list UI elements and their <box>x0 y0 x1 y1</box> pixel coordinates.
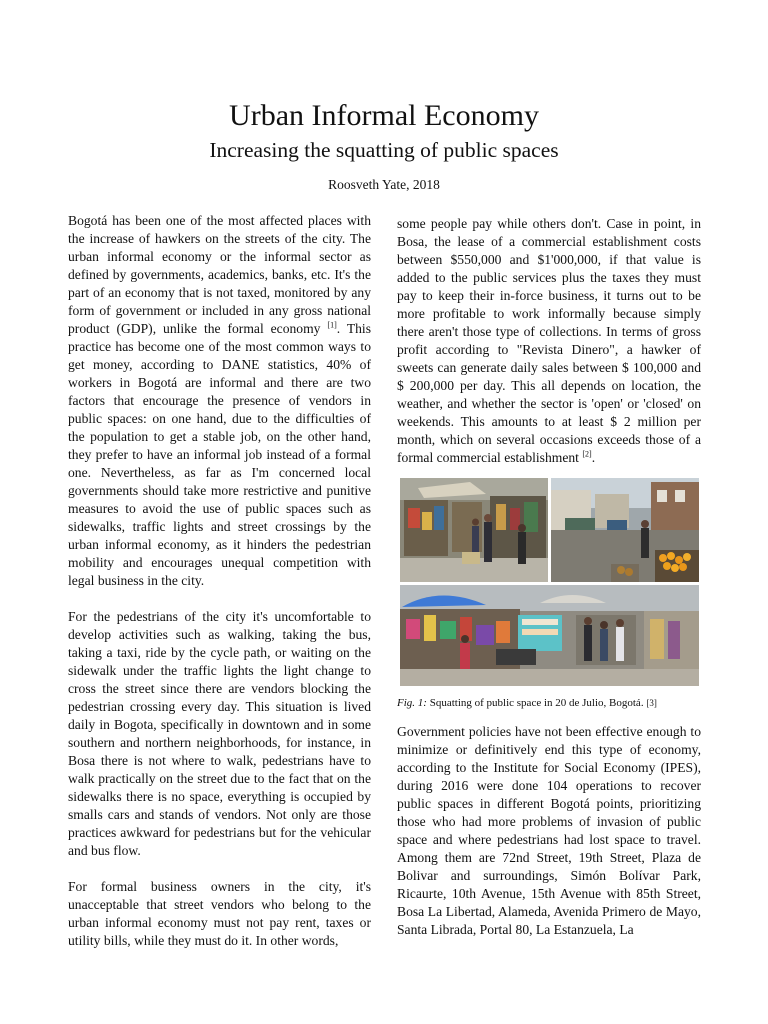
page-subtitle: Increasing the squatting of public spaces <box>209 138 559 162</box>
right-column-bottom <box>397 723 701 939</box>
paragraph: Government policies have not been effective enough to minimize or definitively end this type of economy, according to the Institute for Social Economy (IPES), during 2016 were done 104 operations to recover public spaces in different Bogotá points, prioritizing those who had more problems of invasion of public space and where pedestrians had lost space to travel. Among them are 72nd Street, 19th Street, Plaza de Bolivar and surroundings, Simón Bolívar Park, Ricaurte, 10th Avenue, 15th Avenue with 85th Street, Bosa La Libertad, Alameda, Avenida Primero de Mayo, Santa Librada, Portal 80, La Estanzuela, La <box>397 724 701 937</box>
paragraph-text: . This practice has become one of the most common ways to get money, according to DANE statistics, 40% of workers in Bogotá are informal and there are two factors that encourage the presence of vendors in public spaces: on one hand, due to the difficulties of the population to get a stable job, on the other hand, they prefer to have an informal job instead of a formal one. Nevertheless, as far as I'm concerned local governments should take more restrictive and punitive measures to avoid the use of public spaces such as sidewalks, traffic lights and street crossings by the urban informal economy, as it hinders the pedestrian mobility and encourages unequal competition with legal business in the city. <box>68 321 372 588</box>
paragraph <box>397 215 701 467</box>
figure-caption-text: Squatting of public space in 20 de Julio, Bogotá. <box>429 697 644 709</box>
paragraph: For formal business owners in the city, it's unacceptable that street vendors who belong to the urban informal economy must not pay rent, taxes or utility bills, while they must do it. In other words, <box>68 879 371 948</box>
citation-ref: [3] <box>646 698 657 708</box>
figure-photo-collage <box>400 478 699 686</box>
figure-caption <box>397 696 707 710</box>
citation-ref: [2] <box>582 449 592 459</box>
figure-label: Fig. 1: <box>397 697 427 709</box>
page-title: Urban Informal Economy <box>229 99 539 132</box>
paragraph-text: . <box>591 450 596 465</box>
citation-ref: [1] <box>327 320 337 330</box>
paragraph <box>68 212 371 590</box>
left-column <box>68 212 371 950</box>
street-vendors-photo <box>400 478 548 582</box>
right-column-top <box>397 215 701 467</box>
market-stalls-photo <box>400 585 699 686</box>
author-line: Roosveth Yate, 2018 <box>328 177 440 192</box>
paragraph-text: Bogotá has been one of the most affected places with the increase of hawkers on the streets of the city. The urban informal economy or the informal sector as defined by governments, academics, banks, etc. It's the part of an economy that is not taxed, monitored by any form of government or included in any gross national product (GDP), unlike the formal economy <box>68 213 371 336</box>
fruit-stand-photo <box>551 478 699 582</box>
paragraph-text: some people pay while others don't. Case in point, in Bosa, the lease of a commercial establishment costs between $550,000 and $1'000,000, if that value is added to the public services plus the taxes they must pay to keep their in-force business, it turns out to be more profitable to work informally because simply there aren't those type of collections. In terms of gross profit according to "Revista Dinero", a hawker of sweets can generate daily sales between $ 100,000 and $ 200,000 per day. This all depends on location, the weather, and whether the sector is 'open' or 'closed' on weekends. This amounts to at least $ 2 million per month, which on several occasions exceeds those of a formal commercial establishment <box>397 216 701 465</box>
paragraph: For the pedestrians of the city it's uncomfortable to develop activities such as walking, taking the bus, taking a taxi, ride by the cycle path, or waiting on the sidewalk under the traffic lights the light change to cross the street since there are vendors blocking the pedestrian crossing every day. This situation is lived daily in Bogota, specifically in downtown and in some southern and northern neighborhoods, for instance, in Bosa there is not where to walk, pedestrians have to walk practically on the street due to the fact that on the sidewalks there is no space, everything is occupied by smalls cars and stands of vendors. Not only are those practices awkward for pedestrians but for the vehicular and bus flow. <box>68 609 371 858</box>
